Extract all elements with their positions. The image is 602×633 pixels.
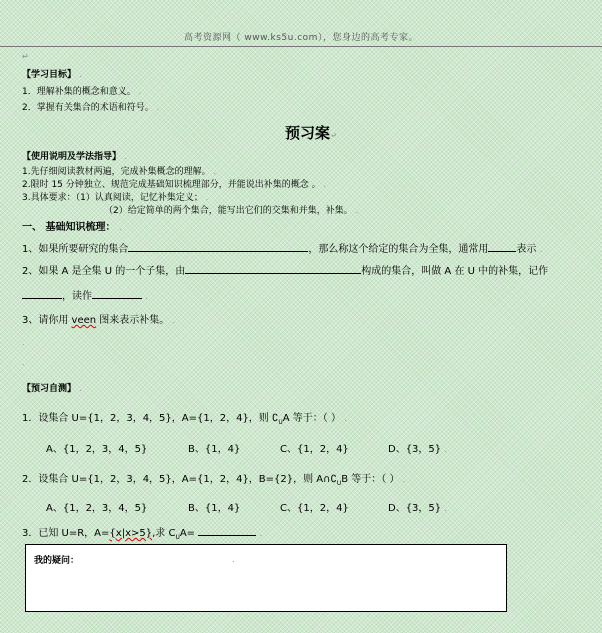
goals-heading: 【学习目标】 . xyxy=(22,70,82,80)
basics-question-3: 3、请你用 veen 图来表示补集。 . xyxy=(22,315,176,326)
paragraph-mark: ↵ xyxy=(22,52,29,61)
basics-question-2-cont: ，读作 . xyxy=(22,287,148,302)
selftest-heading: 【预习自测】 . xyxy=(22,384,82,394)
q2-option-a: A、{1，2，3，4，5} xyxy=(46,503,148,514)
q2-option-d: D、{3，5} . xyxy=(388,503,447,514)
q1-option-c: C、{1，2，4} xyxy=(280,444,349,455)
guide-item-1: 1.先仔细阅读教材两遍，完成补集概念的理解。 . xyxy=(22,167,217,177)
q2-option-b: B、{1，4} xyxy=(188,503,241,514)
q1-option-d: D、{3，5} . xyxy=(388,444,447,455)
doubt-box-label: 我的疑问： xyxy=(34,556,80,566)
selftest-question-1: 1．设集合 U={1，2，3，4，5}，A={1，2，4}，则 $∁_UA$ 等于：（ ） . xyxy=(22,413,347,426)
selftest-question-3: 3．已知 U=R，A={x|x>5},求 $C_UA=$ . xyxy=(22,528,262,541)
paragraph-mark: . xyxy=(22,358,25,367)
basics-question-2: 2、如果 A 是全集 U 的一个子集，由 构成的集合，叫做 A 在 U 中的补集，记作 xyxy=(22,266,549,277)
guide-heading: 【使用说明及学法指导】 . xyxy=(22,152,127,162)
doubt-box[interactable] xyxy=(25,544,507,612)
guide-item-2: 2.限时 15 分钟独立、规范完成基础知识梳理部分，并能说出补集的概念 。 . xyxy=(22,180,327,190)
basics-heading: 一、 基础知识梳理： . xyxy=(22,222,122,233)
page-title: 预习案↵ xyxy=(285,124,337,142)
guide-item-4: （2）给定简单的两个集合，能写出它们的交集和并集，补集。 . xyxy=(104,206,359,216)
q1-option-b: B、{1，4} xyxy=(188,444,241,455)
goal-item-2: 2．掌握有关集合的术语和符号。 . xyxy=(22,103,160,113)
header-rule xyxy=(0,46,602,47)
goal-item-1: 1．理解补集的概念和意义。 . xyxy=(22,87,142,97)
guide-item-3: 3.具体要求：（1）认真阅读，记忆补集定义； . xyxy=(22,193,209,203)
page-header-text: 高考资源网（ www.ks5u.com），您身边的高考专家。 xyxy=(184,33,418,43)
selftest-question-2: 2．设集合 U={1，2，3，4，5}，A={1，2，4}，B={2}，则 $A\cap∁_UB$ 等于：（ ） . xyxy=(22,474,406,487)
paragraph-mark: . xyxy=(22,338,25,347)
basics-question-1: 1、如果所要研究的集合 ，那么称这个给定的集合为全集，通常用 表示 . xyxy=(22,244,543,255)
q1-option-a: A、{1，2，3，4，5} xyxy=(46,444,148,455)
paragraph-mark: . xyxy=(232,555,235,564)
q2-option-c: C、{1，2，4} xyxy=(280,503,349,514)
